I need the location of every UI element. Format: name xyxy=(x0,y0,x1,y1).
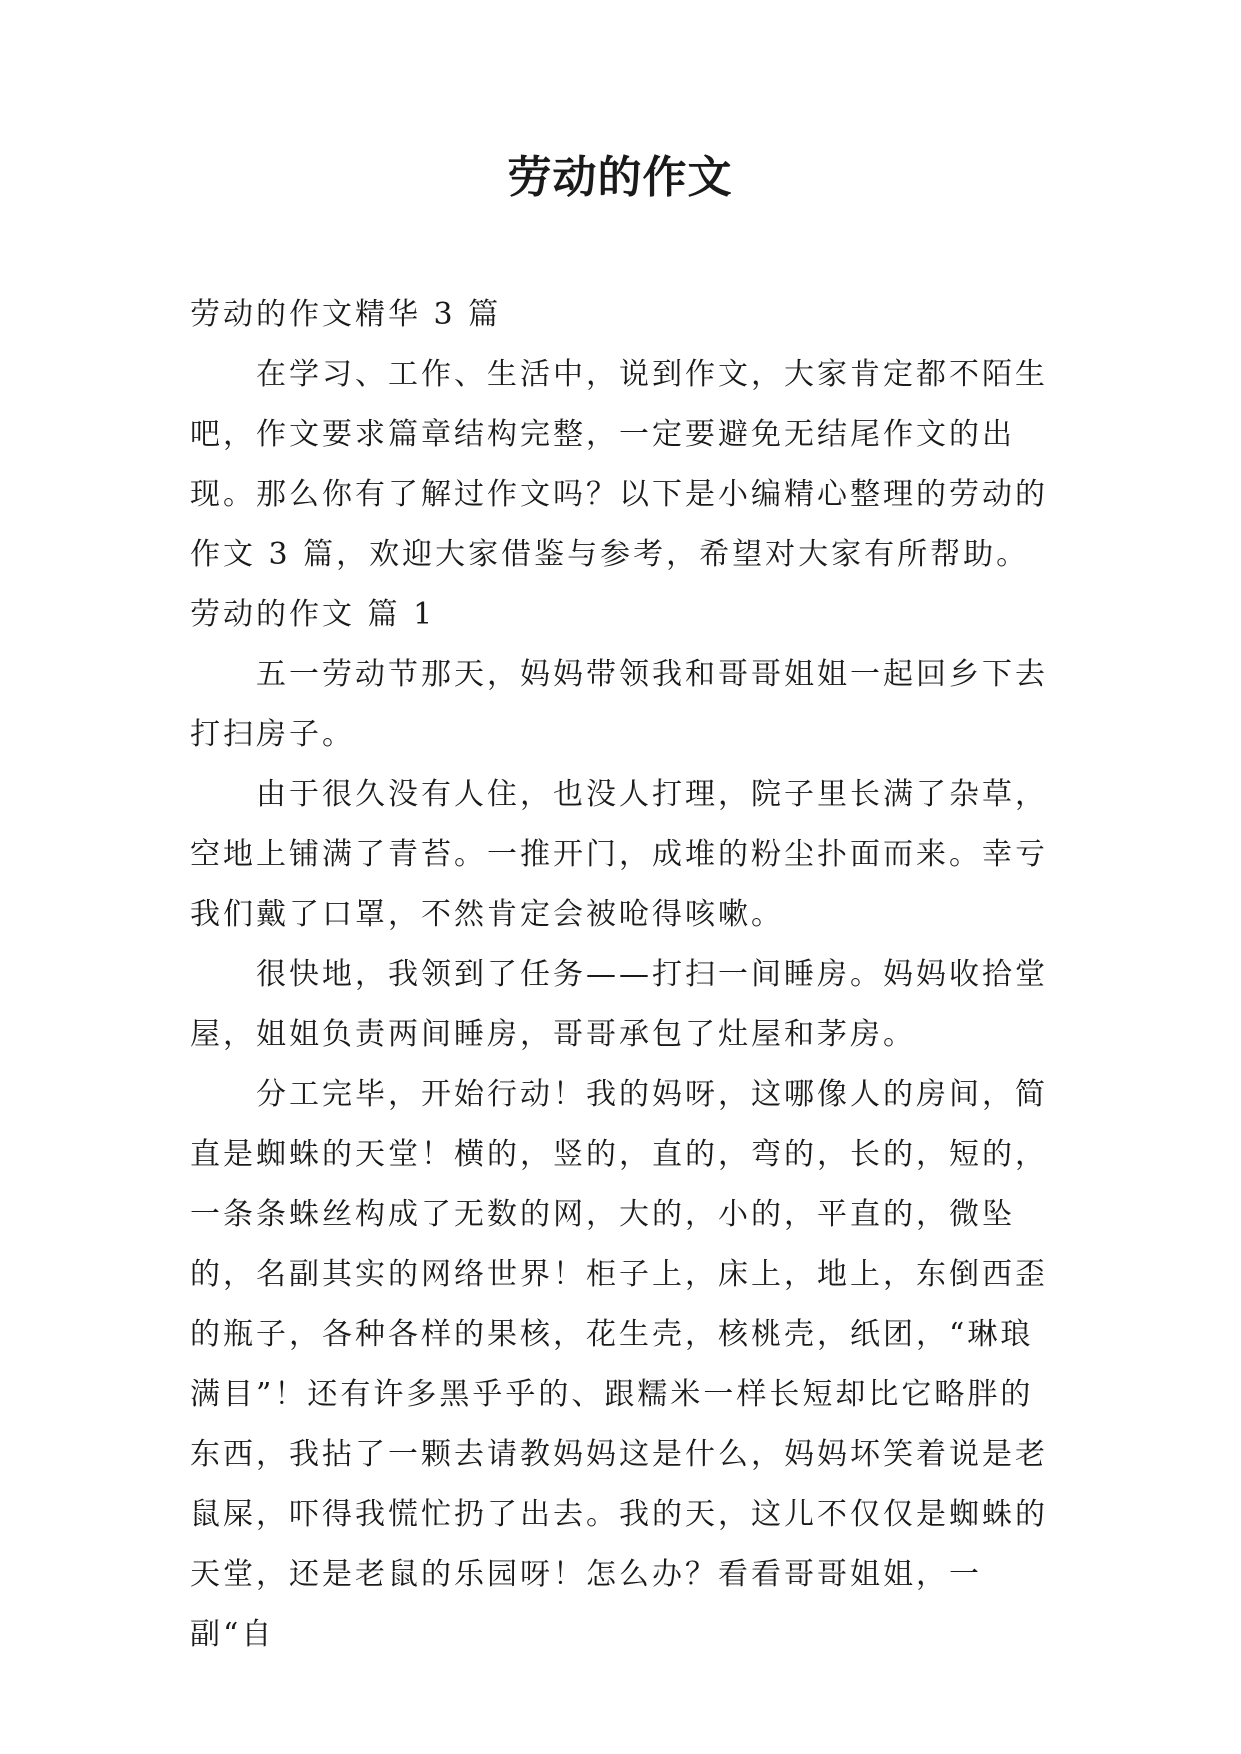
intro-paragraph: 在学习、工作、生活中，说到作文，大家肯定都不陌生吧，作文要求篇章结构完整，一定要避免无结尾作文的出现。那么你有了解过作文吗？以下是小编精心整理的劳动的作文 3 篇，欢迎大家借鉴与参考，希望对大家有所帮助。 xyxy=(190,357,1048,572)
body-paragraph: 由于很久没有人住，也没人打理，院子里长满了杂草，空地上铺满了青苔。一推开门，成堆的粉尘扑面而来。幸亏我们戴了口罩，不然肯定会被呛得咳嗽。 xyxy=(190,777,1048,932)
document-body xyxy=(190,285,1050,1665)
document-title: 劳动的作文 xyxy=(507,152,733,203)
section-heading: 劳动的作文 篇 1 xyxy=(190,597,436,632)
body-paragraph: 很快地，我领到了任务——打扫一间睡房。妈妈收拾堂屋，姐姐负责两间睡房，哥哥承包了灶屋和茅房。 xyxy=(190,957,1048,1052)
body-paragraph: 分工完毕，开始行动！我的妈呀，这哪像人的房间，简直是蜘蛛的天堂！横的，竖的，直的，弯的，长的，短的，一条条蛛丝构成了无数的网，大的，小的，平直的，微坠的，名副其实的网络世界！柜子上，床上，地上，东倒西歪的瓶子，各种各样的果核，花生壳，核桃壳，纸团，“琳琅满目”！还有许多黑乎乎的、跟糯米一样长短却比它略胖的东西，我拈了一颗去请教妈妈这是什么，妈妈坏笑着说是老鼠屎，吓得我慌忙扔了出去。我的天，这儿不仅仅是蜘蛛的天堂，还是老鼠的乐园呀！怎么办？看看哥哥姐姐，一副“自 xyxy=(190,1077,1048,1652)
body-paragraph: 五一劳动节那天，妈妈带领我和哥哥姐姐一起回乡下去打扫房子。 xyxy=(190,657,1048,752)
document-subtitle: 劳动的作文精华 3 篇 xyxy=(190,297,502,332)
